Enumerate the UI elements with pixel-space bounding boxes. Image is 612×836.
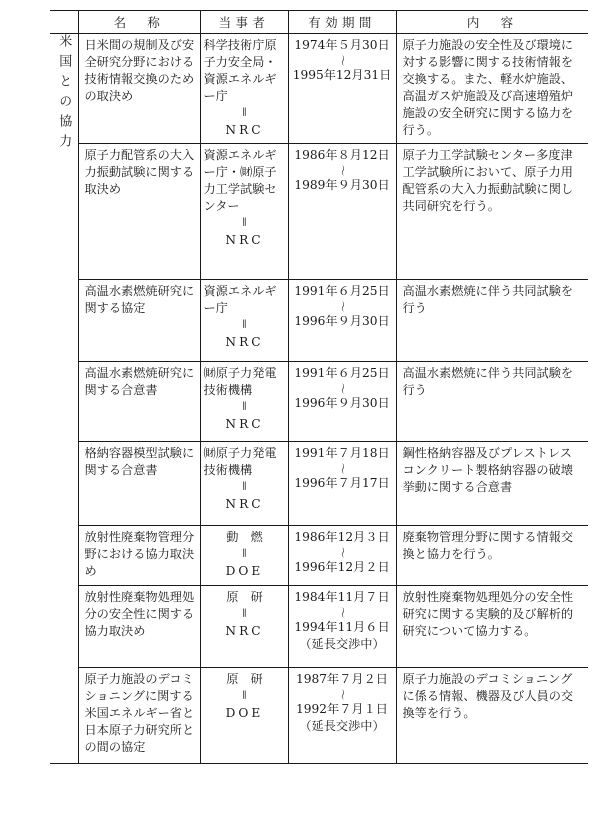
party-separator: ∥ bbox=[242, 402, 247, 412]
counterparty: NRC bbox=[225, 624, 264, 638]
period-start: 1974年５月30日 bbox=[294, 38, 390, 52]
period-tilde: 〜 bbox=[335, 165, 349, 176]
party-cell bbox=[200, 442, 288, 526]
agreement-content: 放射性廃棄物処理処分の安全性研究に関する実験的及び解析的研究について協力する。 bbox=[396, 586, 588, 668]
party-name: ㈶原子力発電技術機構 bbox=[203, 366, 277, 397]
header-period: 有効期間 bbox=[288, 11, 396, 34]
party-name: 原 研 bbox=[226, 590, 263, 604]
period-tilde: 〜 bbox=[335, 689, 349, 700]
agreement-name: 原子力配管系の大入力振動試験に関する取決め bbox=[78, 144, 200, 280]
agreement-name: 放射性廃棄物処理処分の安全性に関する協力取決め bbox=[78, 586, 200, 668]
header-name: 名 称 bbox=[78, 11, 200, 34]
table-header-row bbox=[50, 11, 588, 34]
party-name: 資源エネルギー庁・㈶原子力工学試験センター bbox=[203, 148, 277, 213]
period-tilde: 〜 bbox=[335, 607, 349, 618]
counterparty: NRC bbox=[225, 335, 264, 349]
agreement-name: 高温水素燃焼研究に関する協定 bbox=[78, 280, 200, 362]
agreement-name: 原子力施設のデコミショニングに関する米国エネルギー省と日本原子力研究所との間の協定 bbox=[78, 668, 200, 764]
table-row bbox=[50, 668, 588, 764]
party-cell bbox=[200, 668, 288, 764]
agreement-name: 高温水素燃焼研究に関する合意書 bbox=[78, 362, 200, 442]
counterparty: NRC bbox=[225, 123, 264, 137]
period-end: 1989年９月30日 bbox=[294, 178, 390, 192]
party-name: 原 研 bbox=[226, 672, 263, 686]
counterparty: NRC bbox=[225, 233, 264, 247]
period-start: 1986年12月３日 bbox=[294, 530, 390, 544]
table-row bbox=[50, 442, 588, 526]
period-end: 1996年12月２日 bbox=[294, 560, 390, 574]
party-separator: ∥ bbox=[242, 609, 247, 619]
table-row bbox=[50, 280, 588, 362]
period-end: 1996年９月30日 bbox=[294, 314, 390, 328]
party-separator: ∥ bbox=[242, 549, 247, 559]
agreement-content: 鋼性格納容器及びプレストレスコンクリート製格納容器の破壊挙動に関する合意書 bbox=[396, 442, 588, 526]
period-start: 1986年８月12日 bbox=[294, 148, 390, 162]
party-cell bbox=[200, 34, 288, 144]
period-end: 1994年11月６日 bbox=[294, 620, 390, 634]
header-content: 内 容 bbox=[396, 11, 588, 34]
counterparty: NRC bbox=[225, 417, 264, 431]
table-row bbox=[50, 362, 588, 442]
party-name: ㈶原子力発電技術機構 bbox=[203, 446, 277, 477]
counterparty: DOE bbox=[225, 564, 264, 578]
table-row bbox=[50, 34, 588, 144]
party-cell bbox=[200, 144, 288, 280]
period-end: 1996年７月17日 bbox=[294, 476, 390, 490]
party-cell bbox=[200, 280, 288, 362]
agreement-content: 原子力施設の安全性及び環境に対する影響に関する技術情報を交換する。また、軽水炉施設、高温ガス炉施設及び高速増殖炉施設の安全研究に関する協力を行う。 bbox=[396, 34, 588, 144]
agreement-content: 原子力施設のデコミショニングに係る情報、機器及び人員の交換等を行う。 bbox=[396, 668, 588, 764]
counterparty: NRC bbox=[225, 497, 264, 511]
group-label: 米国との協力 bbox=[56, 34, 72, 154]
party-cell bbox=[200, 586, 288, 668]
agreement-content: 高温水素燃焼に伴う共同試験を行う bbox=[396, 362, 588, 442]
counterparty: DOE bbox=[225, 706, 264, 720]
party-separator: ∥ bbox=[242, 691, 247, 701]
party-separator: ∥ bbox=[242, 218, 247, 228]
period-tilde: 〜 bbox=[335, 301, 349, 312]
period-end: 1996年９月30日 bbox=[294, 396, 390, 410]
period-note: （延長交渉中） bbox=[299, 719, 385, 733]
header-group-cell bbox=[50, 11, 78, 34]
party-separator: ∥ bbox=[242, 482, 247, 492]
party-name: 動 燃 bbox=[226, 530, 263, 544]
period-tilde: 〜 bbox=[335, 383, 349, 394]
period-tilde: 〜 bbox=[335, 547, 349, 558]
period-start: 1984年11月７日 bbox=[294, 590, 390, 604]
header-party: 当事者 bbox=[200, 11, 288, 34]
period-end: 1992年７月１日 bbox=[296, 702, 388, 716]
party-separator: ∥ bbox=[242, 320, 247, 330]
party-cell bbox=[200, 526, 288, 586]
table-row bbox=[50, 144, 588, 280]
agreements-table bbox=[50, 10, 588, 764]
period-end: 1995年12月31日 bbox=[292, 68, 392, 82]
group-cell bbox=[50, 34, 78, 764]
period-tilde: 〜 bbox=[335, 463, 349, 474]
agreement-name: 放射性廃棄物管理分野における協力取決め bbox=[78, 526, 200, 586]
agreement-content: 原子力工学試験センター多度津工学試験所において、原子力用配管系の大入力振動試験に関し共同研究を行う。 bbox=[396, 144, 588, 280]
agreement-name: 日米間の規制及び安全研究分野における技術情報交換のための取決め bbox=[78, 34, 200, 144]
period-note: （延長交渉中） bbox=[299, 637, 385, 651]
period-start: 1991年６月25日 bbox=[294, 284, 390, 298]
party-cell bbox=[200, 362, 288, 442]
agreement-name: 格納容器模型試験に関する合意書 bbox=[78, 442, 200, 526]
period-start: 1991年６月25日 bbox=[294, 366, 390, 380]
period-cell bbox=[288, 668, 396, 764]
period-start: 1987年７月２日 bbox=[296, 672, 388, 686]
agreement-content: 高温水素燃焼に伴う共同試験を行う bbox=[396, 280, 588, 362]
party-separator: ∥ bbox=[242, 108, 247, 118]
party-name: 資源エネルギー庁 bbox=[203, 284, 277, 315]
period-tilde: 〜 bbox=[335, 55, 349, 66]
table-row bbox=[50, 526, 588, 586]
party-name: 科学技術庁原子力安全局・資源エネルギー庁 bbox=[203, 38, 277, 103]
agreement-content: 廃棄物管理分野に関する情報交換と協力を行う。 bbox=[396, 526, 588, 586]
table-row bbox=[50, 586, 588, 668]
period-start: 1991年７月18日 bbox=[294, 446, 390, 460]
